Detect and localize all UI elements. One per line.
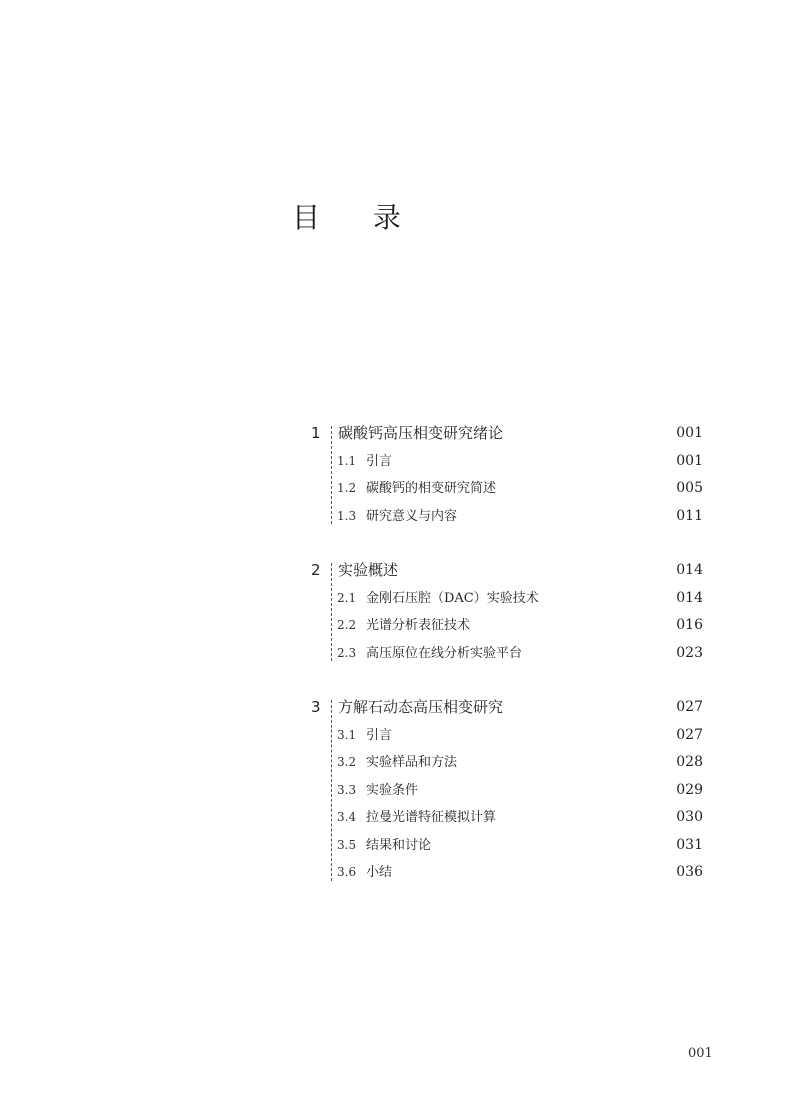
chapter-title: 碳酸钙高压相变研究绪论 <box>338 424 504 442</box>
toc-section-row[interactable] <box>0 749 799 777</box>
section-title: 拉曼光谱特征模拟计算 <box>366 810 497 825</box>
section-title: 实验条件 <box>366 782 419 798</box>
page-number: 001 <box>688 1046 713 1061</box>
toc-section-row[interactable] <box>0 503 799 531</box>
section-title: 研究意义与内容 <box>366 508 458 524</box>
toc-section-row[interactable] <box>0 448 799 476</box>
section-title: 高压原位在线分析实验平台 <box>366 645 523 661</box>
toc-section-row[interactable] <box>0 859 799 887</box>
section-number: 1.2 <box>337 481 357 495</box>
chapter-title: 实验概述 <box>338 561 399 579</box>
section-title: 金刚石压腔（DAC）实验技术 <box>366 590 539 606</box>
toc-section-row[interactable] <box>0 585 799 613</box>
toc-chapter-row[interactable] <box>0 420 799 448</box>
section-page-number: 016 <box>676 617 703 633</box>
section-page-number: 030 <box>676 809 703 825</box>
chapter-number: 3 <box>311 698 321 716</box>
section-page-number: 001 <box>676 452 703 469</box>
toc-section-row[interactable] <box>0 640 799 668</box>
section-number: 2.3 <box>337 645 357 660</box>
section-number: 3.2 <box>337 755 357 769</box>
toc-section-row[interactable] <box>0 612 799 640</box>
toc-section-row[interactable] <box>0 722 799 750</box>
section-title: 结果和讨论 <box>366 837 432 853</box>
toc-section-row[interactable] <box>0 475 799 503</box>
section-number: 3.1 <box>337 727 357 742</box>
section-number: 1.1 <box>337 453 357 468</box>
section-title: 引言 <box>366 727 393 743</box>
chapter-title: 方解石动态高压相变研究 <box>338 698 504 716</box>
section-page-number: 023 <box>676 644 703 661</box>
section-number: 3.4 <box>337 810 357 824</box>
section-page-number: 027 <box>676 726 703 743</box>
section-title: 碳酸钙的相变研究简述 <box>366 481 497 496</box>
page-title: 目 录 <box>292 201 423 234</box>
section-title: 光谱分析表征技术 <box>366 618 471 633</box>
table-of-contents <box>0 420 799 914</box>
section-page-number: 014 <box>676 589 703 606</box>
chapter-number: 1 <box>311 424 321 442</box>
section-title: 小结 <box>366 865 393 880</box>
section-page-number: 005 <box>676 480 703 496</box>
section-title: 实验样品和方法 <box>366 755 458 770</box>
section-page-number: 036 <box>676 864 703 880</box>
toc-chapter-row[interactable] <box>0 557 799 585</box>
section-number: 3.3 <box>337 782 357 797</box>
section-page-number: 031 <box>676 836 703 853</box>
section-page-number: 028 <box>676 754 703 770</box>
section-page-number: 011 <box>676 507 703 524</box>
section-number: 3.6 <box>337 865 357 879</box>
toc-chapter <box>0 694 799 887</box>
toc-section-row[interactable] <box>0 777 799 805</box>
chapter-page-number: 027 <box>676 699 703 715</box>
section-number: 3.5 <box>337 837 357 852</box>
section-title: 引言 <box>366 453 393 469</box>
section-number: 2.2 <box>337 618 357 632</box>
toc-chapter-row[interactable] <box>0 694 799 722</box>
chapter-page-number: 014 <box>676 562 703 578</box>
chapter-page-number: 001 <box>676 425 703 441</box>
section-number: 2.1 <box>337 590 357 605</box>
toc-section-row[interactable] <box>0 832 799 860</box>
toc-section-row[interactable] <box>0 804 799 832</box>
toc-chapter <box>0 420 799 530</box>
toc-chapter <box>0 557 799 667</box>
section-page-number: 029 <box>676 781 703 798</box>
chapter-number: 2 <box>311 561 321 579</box>
section-number: 1.3 <box>337 508 357 523</box>
